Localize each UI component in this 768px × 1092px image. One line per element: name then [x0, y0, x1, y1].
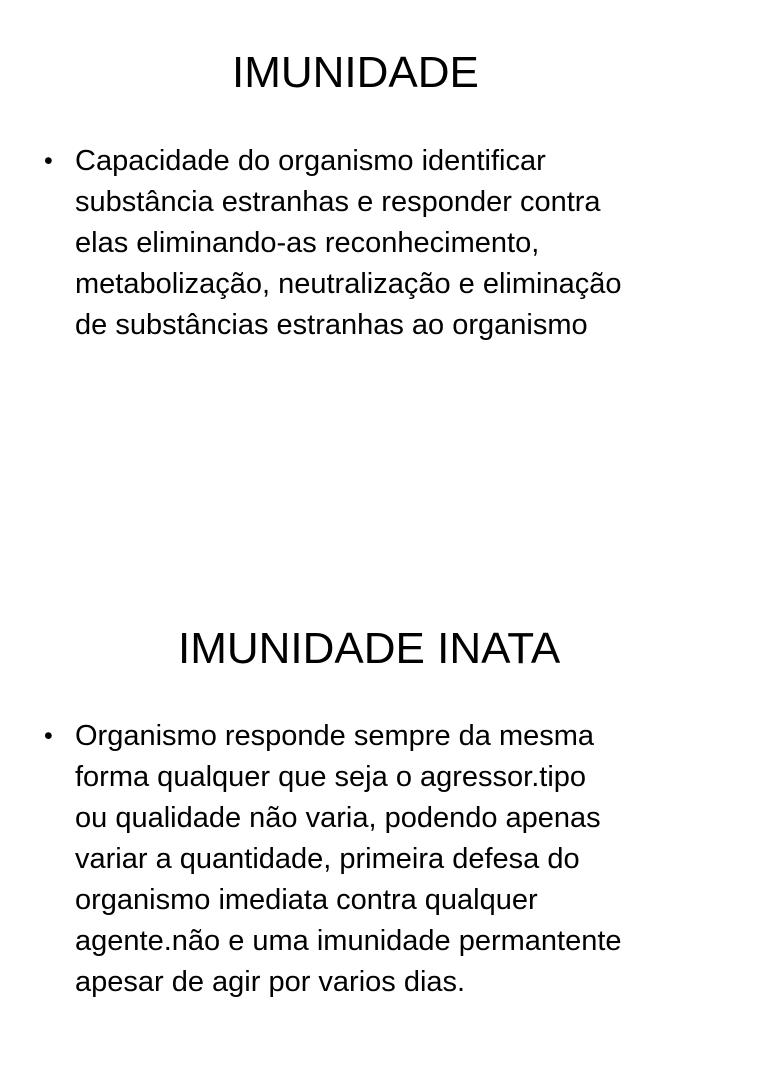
bullet-text-line: metabolização, neutralização e eliminação — [75, 268, 622, 300]
bullet-dot-icon: • — [44, 147, 53, 175]
bullet-text-line: de substâncias estranhas ao organismo — [75, 309, 588, 341]
bullet-text-line: apesar de agir por varios dias. — [75, 966, 466, 998]
slide-imunidade-inata — [0, 580, 768, 1092]
slide-title: IMUNIDADE INATA — [178, 624, 561, 673]
bullet-text-line: variar a quantidade, primeira defesa do — [75, 843, 580, 875]
bullet-text-line: substância estranhas e responder contra — [75, 186, 601, 218]
bullet-item — [0, 716, 725, 1003]
slide-imunidade — [0, 0, 768, 512]
bullet-text-line: ou qualidade não varia, podendo apenas — [75, 802, 601, 834]
bullet-dot-icon: • — [44, 722, 53, 750]
bullet-list — [0, 716, 725, 1003]
bullet-text-line: elas eliminando-as reconhecimento, — [75, 227, 540, 259]
bullet-text-line: forma qualquer que seja o agressor.tipo — [75, 761, 587, 793]
bullet-text-line: agente.não e uma imunidade permantente — [75, 925, 622, 957]
bullet-list — [0, 141, 725, 346]
bullet-text-line: Capacidade do organismo identificar — [75, 145, 546, 177]
bullet-text-line: organismo imediata contra qualquer — [75, 884, 538, 916]
bullet-text-line: Organismo responde sempre da mesma — [75, 720, 595, 752]
slide-title: IMUNIDADE — [232, 48, 479, 97]
bullet-item — [0, 141, 725, 346]
